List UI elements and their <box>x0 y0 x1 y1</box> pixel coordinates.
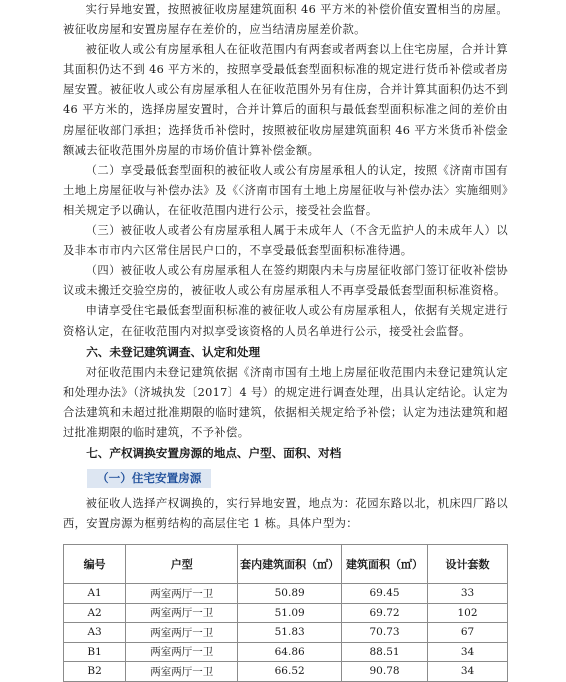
cell-unit-count: 33 <box>428 584 508 604</box>
header-number: 编号 <box>64 545 126 584</box>
paragraph-5: （四）被征收人或公有房屋承租人在签约期限内未与房屋征收部门签订征收补偿协议或未搬迁交验空房的，被征收人或公有房屋承租人不再享受最低套型面积标准资格。 <box>63 264 508 298</box>
cell-unit-count: 34 <box>428 642 508 662</box>
section-7-heading: 七、产权调换安置房源的地点、户型、面积、对档 <box>86 445 342 460</box>
header-building-area: 建筑面积（㎡） <box>342 545 428 584</box>
cell-building-area: 90.78 <box>342 662 428 682</box>
table-row <box>64 662 508 682</box>
cell-inner-area: 50.89 <box>238 584 342 604</box>
table-row <box>64 623 508 643</box>
cell-unit-count: 67 <box>428 623 508 643</box>
cell-inner-area: 51.09 <box>238 603 342 623</box>
table-row <box>64 603 508 623</box>
cell-building-area: 69.72 <box>342 603 428 623</box>
cell-inner-area: 51.83 <box>238 623 342 643</box>
cell-unit-count: 102 <box>428 603 508 623</box>
housing-type-table <box>63 544 508 682</box>
cell-inner-area: 64.86 <box>238 642 342 662</box>
cell-inner-area: 66.52 <box>238 662 342 682</box>
paragraph-1: 实行异地安置，按照被征收房屋建筑面积 46 平方米的补偿价值安置相当的房屋。被征收房屋和安置房屋存在差价的，应当结清房屋差价款。 <box>63 3 508 37</box>
cell-number: B1 <box>64 642 126 662</box>
header-unit-count: 设计套数 <box>428 545 508 584</box>
table-header-row <box>64 545 508 584</box>
section-6-heading: 六、未登记建筑调查、认定和处理 <box>86 344 261 359</box>
section-6-body: 对征收范围内未登记建筑依据《济南市国有土地上房屋征收范围内未登记建筑认定和处理办法》（济城执发〔2017〕4 号）的规定进行调查处理，出具认定结论。认定为合法建筑和未超过批准期限的临时建筑，依据相关规定给予补偿；认定为违法建筑和超过批准期限的临时建筑，不予补偿。 <box>63 365 508 439</box>
cell-building-area: 70.73 <box>342 623 428 643</box>
paragraph-3: （二）享受最低套型面积的被征收人或公有房屋承租人的认定，按照《济南市国有土地上房屋征收与补偿办法》及《〈济南市国有土地上房屋征收与补偿办法〉实施细则》相关规定予以确认，在征收范围内进行公示，接受社会监督。 <box>63 163 508 217</box>
cell-layout: 两室两厅一卫 <box>126 642 238 662</box>
header-layout: 户型 <box>126 545 238 584</box>
table-row <box>64 642 508 662</box>
document-body <box>63 0 508 682</box>
cell-number: A3 <box>64 623 126 643</box>
header-inner-area: 套内建筑面积（㎡） <box>238 545 342 584</box>
cell-layout: 两室两厅一卫 <box>126 584 238 604</box>
cell-building-area: 69.45 <box>342 584 428 604</box>
table-row <box>64 584 508 604</box>
cell-layout: 两室两厅一卫 <box>126 603 238 623</box>
paragraph-4: （三）被征收人或者公有房屋承租人属于未成年人（不含无监护人的未成年人）以及非本市市内六区常住居民户口的，不享受最低套型面积标准待遇。 <box>63 224 508 258</box>
cell-number: A2 <box>64 603 126 623</box>
section-7-subheading: （一）住宅安置房源 <box>87 469 211 488</box>
cell-building-area: 88.51 <box>342 642 428 662</box>
paragraph-2: 被征收人或公有房屋承租人在征收范围内有两套或者两套以上住宅房屋，合并计算其面积仍达不到 46 平方米的，按照享受最低套型面积标准的规定进行货币补偿或者房屋安置。被征收人或公有房屋承租人在征收范围外另有住房，合并计算其面积仍达不到 46 平方米的，选择房屋安置时，合并计算后的面积与最低套型面积标准之间的差价由房屋征收部门承担；选择货币补偿时，按照被征收房屋建筑面积 46 平方米货币补偿金额减去征收范围外房屋的市场价值计算补偿金额。 <box>63 43 508 157</box>
paragraph-6: 申请享受住宅最低套型面积标准的被征收人或公有房屋承租人，依据有关规定进行资格认定，在征收范围内对拟享受该资格的人员名单进行公示，接受社会监督。 <box>63 304 508 338</box>
cell-unit-count: 34 <box>428 662 508 682</box>
cell-layout: 两室两厅一卫 <box>126 662 238 682</box>
section-7-body: 被征收人选择产权调换的，实行异地安置，地点为：花园东路以北，机床四厂路以西，安置房源为框剪结构的高层住宅 1 栋。具体户型为： <box>63 496 508 531</box>
cell-number: B2 <box>64 662 126 682</box>
cell-number: A1 <box>64 584 126 604</box>
cell-layout: 两室两厅一卫 <box>126 623 238 643</box>
